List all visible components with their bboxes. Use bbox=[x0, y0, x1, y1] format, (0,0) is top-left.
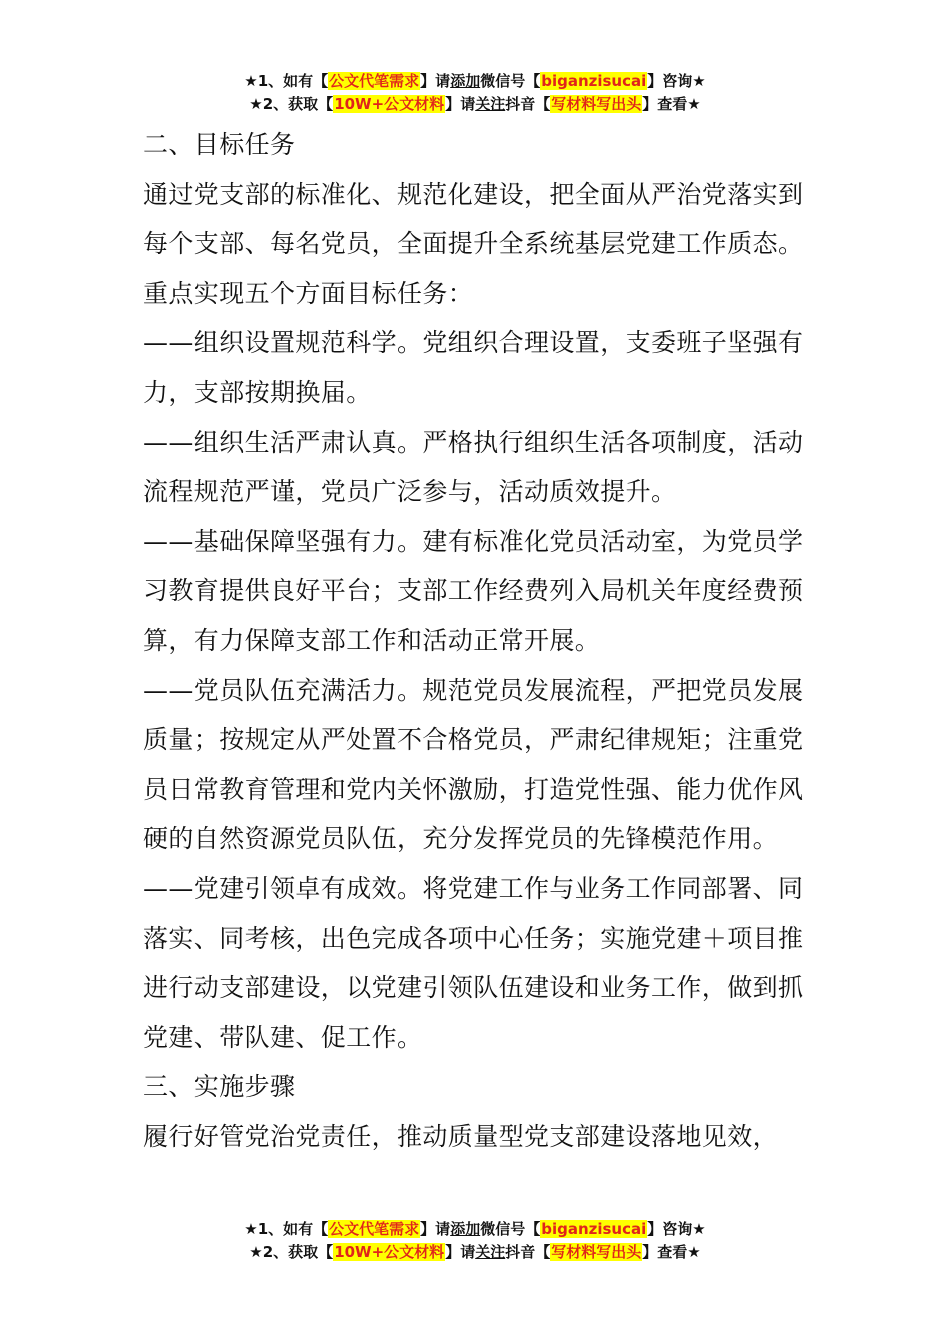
banner-highlight: 写材料写出头 bbox=[551, 1243, 642, 1261]
banner-emphasis: 关注 bbox=[475, 1243, 506, 1261]
banner-highlight: 公文代笔需求 bbox=[329, 1220, 420, 1238]
banner-text: 】请 bbox=[420, 1220, 451, 1238]
banner-emphasis: 关注 bbox=[475, 95, 506, 113]
banner-text: 】请 bbox=[445, 1243, 476, 1261]
section-heading: 三、实施步骤 bbox=[143, 1072, 296, 1102]
banner-line-1 bbox=[0, 70, 950, 93]
header-banner bbox=[0, 70, 950, 116]
target-item: ——党员队伍充满活力。规范党员发展流程，严把党员发展质量；按规定从严处置不合格党员，严肃纪律规矩；注重党员日常教育管理和党内关怀激励，打造党性强、能力优作风硬的自然资源党员队伍，充分发挥党员的先锋模范作用。 bbox=[143, 675, 804, 854]
banner-highlight: 10W+公文材料 bbox=[334, 95, 445, 113]
banner-highlight: 公文代笔需求 bbox=[329, 72, 420, 90]
closing-paragraph: 履行好管党治党责任，推动质量型党支部建设落地见效， bbox=[143, 1121, 779, 1151]
banner-text: 微信号【 bbox=[480, 72, 541, 90]
banner-highlight: 写材料写出头 bbox=[551, 95, 642, 113]
banner-line-2 bbox=[0, 93, 950, 116]
banner-text: 抖音【 bbox=[505, 95, 551, 113]
banner-text: 】查看★ bbox=[642, 95, 701, 113]
banner-emphasis: 添加 bbox=[450, 72, 481, 90]
banner-text: 】请 bbox=[445, 95, 476, 113]
banner-text: ★2、获取【 bbox=[249, 95, 334, 113]
footer-banner bbox=[0, 1218, 950, 1264]
banner-line-1 bbox=[0, 1218, 950, 1241]
target-item: ——基础保障坚强有力。建有标准化党员活动室，为党员学习教育提供良好平台；支部工作经费列入局机关年度经费预算，有力保障支部工作和活动正常开展。 bbox=[143, 526, 804, 655]
banner-text: 】咨询★ bbox=[647, 1220, 706, 1238]
banner-text: ★1、如有【 bbox=[244, 72, 329, 90]
banner-text: 】咨询★ bbox=[647, 72, 706, 90]
banner-text: 微信号【 bbox=[480, 1220, 541, 1238]
section-heading: 二、目标任务 bbox=[143, 130, 296, 159]
banner-emphasis: 添加 bbox=[450, 1220, 481, 1238]
banner-line-2 bbox=[0, 1241, 950, 1264]
banner-text: ★2、获取【 bbox=[249, 1243, 334, 1261]
banner-text: 抖音【 bbox=[505, 1243, 551, 1261]
target-item: ——组织生活严肃认真。严格执行组织生活各项制度，活动流程规范严谨，党员广泛参与，活动质效提升。 bbox=[143, 427, 804, 507]
intro-paragraph: 通过党支部的标准化、规范化建设，把全面从严治党落实到每个支部、每名党员，全面提升全系统基层党建工作质态。重点实现五个方面目标任务： bbox=[143, 179, 804, 308]
target-item: ——组织设置规范科学。党组织合理设置，支委班子坚强有力，支部按期换届。 bbox=[143, 328, 804, 407]
banner-text: 】查看★ bbox=[642, 1243, 701, 1261]
banner-highlight: biganzisucai bbox=[541, 72, 647, 90]
banner-highlight: biganzisucai bbox=[541, 1220, 647, 1238]
banner-text: 】请 bbox=[420, 72, 451, 90]
document-body bbox=[143, 120, 813, 1161]
target-item: ——党建引领卓有成效。将党建工作与业务工作同部署、同落实、同考核，出色完成各项中心任务；实施党建＋项目推进行动支部建设，以党建引领队伍建设和业务工作，做到抓党建、带队建、促工作。 bbox=[143, 873, 804, 1052]
banner-highlight: 10W+公文材料 bbox=[334, 1243, 445, 1261]
banner-text: ★1、如有【 bbox=[244, 1220, 329, 1238]
